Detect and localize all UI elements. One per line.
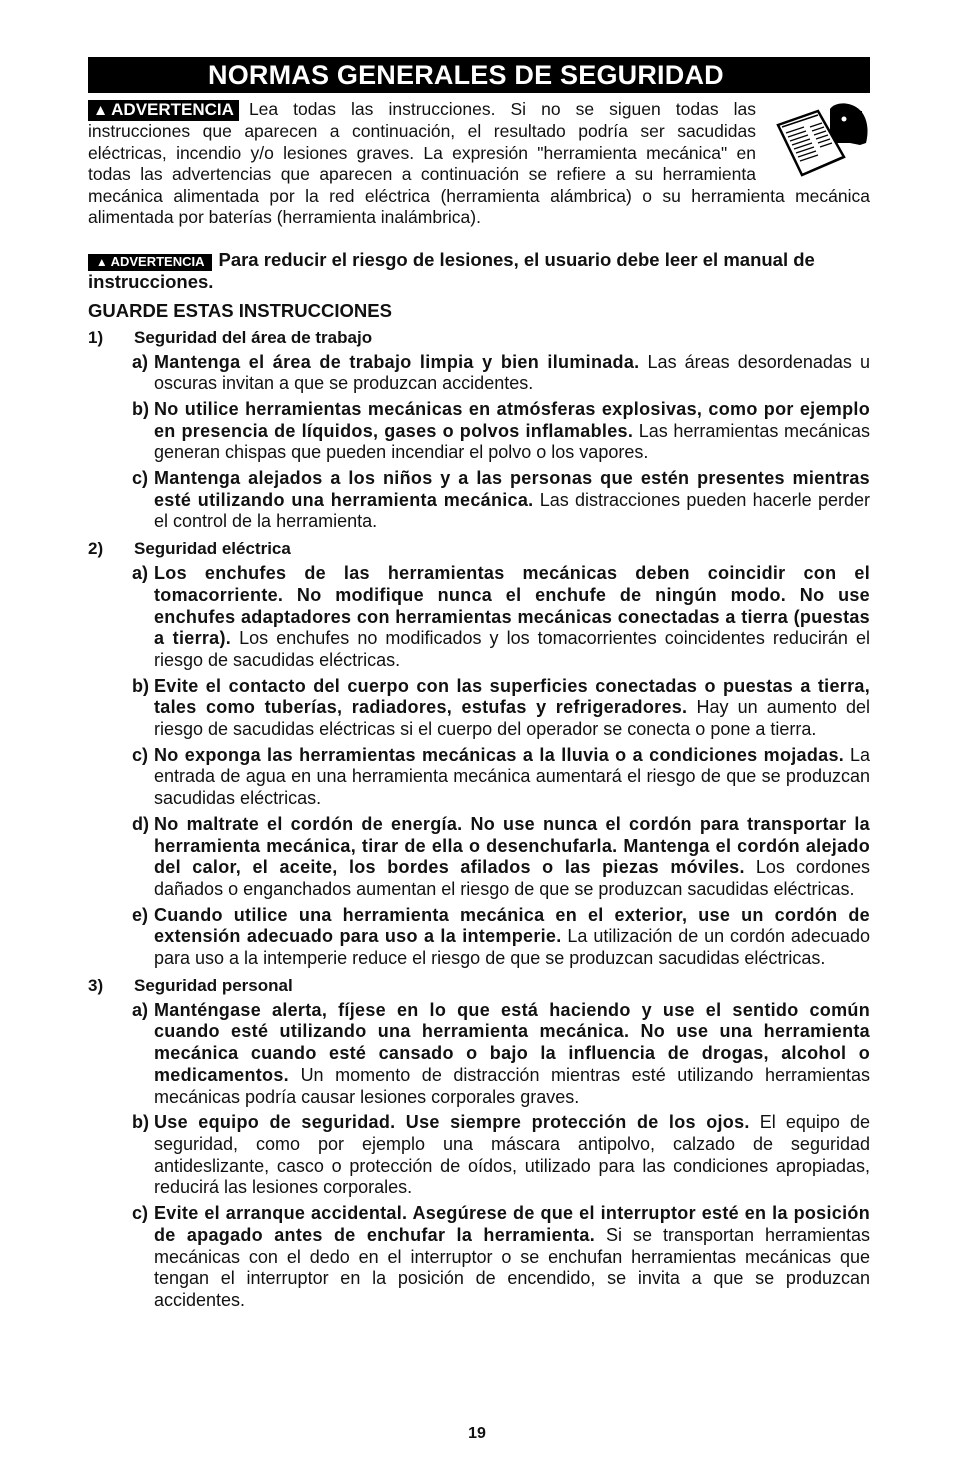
item-bold-text: Mantenga el área de trabajo limpia y bien iluminada. xyxy=(154,351,640,372)
warning-badge-label: ADVERTENCIA xyxy=(110,253,205,269)
item-bold-text: Manténgase alerta, fíjese en lo que está haciendo y use el sentido común cuando esté utilizando una herramienta mecánica. No use una herramienta mecánica cuando esté cansado o bajo la influencia de drogas, alcohol o medicamentos. xyxy=(154,999,870,1085)
item-bold-text: No utilice herramientas mecánicas en atmósferas explosivas, como por ejemplo en presencia de líquidos, gases o polvos inflamables. xyxy=(154,398,870,441)
item-text: Un momento de distracción mientras esté utilizando herramientas mecánicas podría causar lesiones corporales graves. xyxy=(154,1064,870,1107)
item-letter: b) xyxy=(132,675,149,696)
item-text: Hay un aumento del riesgo de sacudidas eléctricas si el cuerpo del operador se conecta o pone a tierra. xyxy=(154,697,871,740)
item-letter: d) xyxy=(132,813,149,834)
section-number: 1) xyxy=(88,327,104,347)
item-text: El equipo de seguridad, como por ejemplo una máscara antipolvo, calzado de seguridad antideslizante, casco o protección de oídos, utilizado para las condiciones apropiadas, reducirá las lesiones corporales. xyxy=(154,1112,870,1198)
item-letter: a) xyxy=(132,999,149,1020)
item-bold-text: Use equipo de seguridad. Use siempre protección de los ojos. xyxy=(154,1112,750,1133)
item-letter: b) xyxy=(132,1112,149,1133)
section-title xyxy=(88,327,870,348)
item-text: Las áreas desordenadas u oscuras invitan a que se produzcan accidentes. xyxy=(154,351,870,394)
reading-warning-text: Para reducir el riesgo de lesiones, el usuario debe leer el manual de instrucciones. xyxy=(88,248,815,292)
list-item xyxy=(88,352,870,395)
section-number: 2) xyxy=(88,539,104,559)
intro-warning xyxy=(88,99,870,229)
item-letter: a) xyxy=(132,563,149,584)
item-bold-text: No maltrate el cordón de energía. No use nunca el cordón para transportar la herramienta mecánica, tirar de ella o desenchufarla. Mantenga el cordón alejado del calor, el aceite, los bordes afilados o las piezas móviles. xyxy=(154,813,870,878)
item-letter: a) xyxy=(132,351,149,372)
section-title-text: Seguridad del área de trabajo xyxy=(134,327,373,347)
page-title: NORMAS GENERALES DE SEGURIDAD xyxy=(88,57,870,93)
item-bold-text: Mantenga alejados a los niños y a las personas que estén presentes mientras esté utilizando una herramienta mecánica. xyxy=(154,468,870,510)
read-manual-icon xyxy=(774,103,870,181)
page-number: 19 xyxy=(468,1425,486,1442)
save-instructions-heading: GUARDE ESTAS INSTRUCCIONES xyxy=(88,299,392,321)
item-text: Las distracciones pueden hacerle perder el control de la herramienta. xyxy=(154,489,870,532)
list-item xyxy=(88,676,870,741)
item-letter: c) xyxy=(132,1203,149,1224)
section-title-text: Seguridad eléctrica xyxy=(134,539,291,559)
item-letter: e) xyxy=(132,904,149,925)
section-number: 3) xyxy=(88,975,104,995)
warning-badge-label: ADVERTENCIA xyxy=(111,100,234,119)
item-letter: c) xyxy=(132,468,149,489)
item-bold-text: Evite el contacto del cuerpo con las superficies conectadas o puestas a tierra, tales como tuberías, radiadores, estufas y refrigeradores. xyxy=(154,675,870,718)
item-bold-text: Evite el arranque accidental. Asegúrese de que el interruptor esté en la posición de apagado antes de enchufar la herramienta. xyxy=(154,1203,870,1245)
manual-page xyxy=(88,57,870,1312)
item-text: La utilización de un cordón adecuado para uso a la intemperie reduce el riesgo de que se produzcan sacudidas eléctricas. xyxy=(154,926,870,969)
section-title xyxy=(88,975,870,996)
list-item xyxy=(88,1112,870,1199)
item-text: Los cordones dañados o enganchados aumentan el riesgo de que se produzcan sacudidas eléctricas. xyxy=(154,857,870,899)
warning-badge-small xyxy=(88,254,212,271)
item-bold-text: No exponga las herramientas mecánicas a la lluvia o a condiciones mojadas. xyxy=(154,744,845,765)
list-item xyxy=(88,563,870,672)
item-text: Los enchufes no modificados y los tomacorrientes coincidentes reducirán el riesgo de sacudidas eléctricas. xyxy=(154,628,870,670)
list-item xyxy=(88,745,870,810)
list-item xyxy=(88,1000,870,1109)
reading-warning xyxy=(88,249,870,293)
item-bold-text: Cuando utilice una herramienta mecánica en el exterior, use un cordón de extensión adecuado para uso a la intemperie. xyxy=(154,904,870,947)
warning-triangle-icon: ▲ xyxy=(96,255,108,269)
item-letter: b) xyxy=(132,398,149,419)
item-text: La entrada de agua en una herramienta mecánica aumentará el riesgo de que se produzcan sacudidas eléctricas. xyxy=(154,744,870,809)
section-title-text: Seguridad personal xyxy=(134,975,293,995)
warning-triangle-icon: ▲ xyxy=(93,102,109,119)
warning-badge xyxy=(88,100,239,121)
list-item xyxy=(88,399,870,464)
list-item xyxy=(88,905,870,970)
list-item xyxy=(88,814,870,901)
item-text: Las herramientas mecánicas generan chispas que pueden incendiar el polvo o los vapores. xyxy=(154,420,870,463)
item-letter: c) xyxy=(132,744,149,765)
intro-text: Lea todas las instrucciones. Si no se siguen todas las instrucciones que aparecen a continuación, el resultado podría ser sacudidas eléctricas, incendio y/o lesiones graves. La expresión "herramienta mecánica" en todas las advertencias que aparecen a continuación se refiere a su herramienta mecánica alimentada por la red eléctrica (herramienta alámbrica) o su herramienta mecánica alimentada por baterías (herramienta inalámbrica). xyxy=(88,99,870,227)
item-bold-text: Los enchufes de las herramientas mecánicas deben coincidir con el tomacorriente. No modifique nunca el enchufe de ningún modo. No use enchufes adaptadores con herramientas mecánicas conectadas a tierra (puestas a tierra). xyxy=(154,563,870,649)
item-text: Si se transportan herramientas mecánicas con el dedo en el interruptor o se enchufan herramientas mecánicas que tengan el interruptor en la posición de encendido, se invita a que se produzcan accidentes. xyxy=(154,1224,870,1310)
section-title xyxy=(88,538,870,559)
list-item xyxy=(88,1203,870,1312)
list-item xyxy=(88,468,870,533)
